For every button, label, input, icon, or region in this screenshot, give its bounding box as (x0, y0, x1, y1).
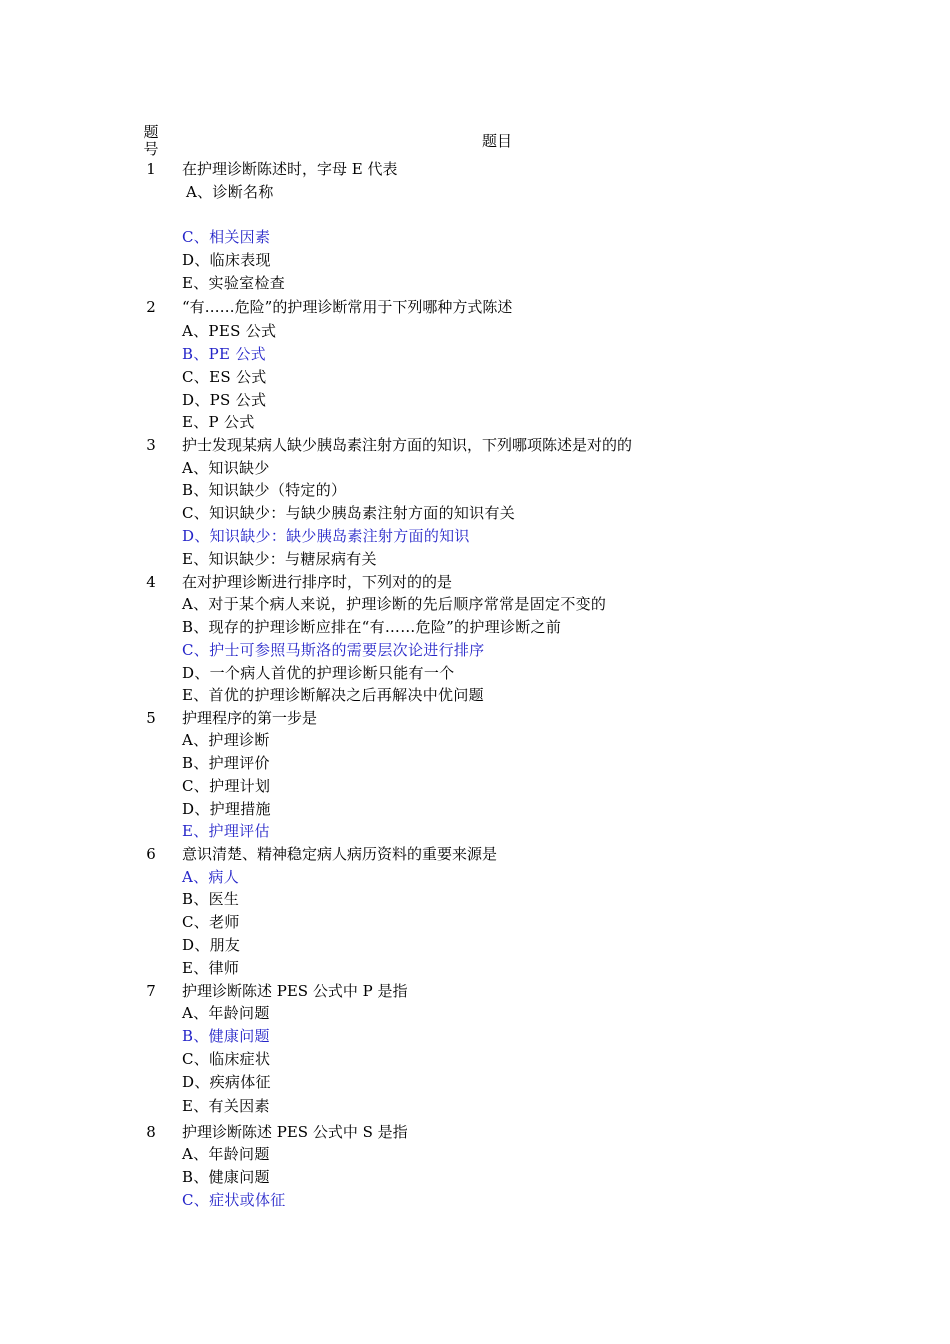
answer-option: C、临床症状 (182, 1050, 271, 1068)
question-number: 3 (146, 436, 156, 454)
question-row (0, 296, 950, 318)
question-text: 护理程序的第一步是 (182, 709, 318, 727)
option-row (0, 1002, 950, 1024)
option-row (0, 1143, 950, 1165)
question-text: 护理诊断陈述 PES 公式中 S 是指 (182, 1123, 408, 1141)
option-row (0, 320, 950, 342)
option-row (0, 934, 950, 956)
answer-option: D、一个病人首优的护理诊断只能有一个 (182, 664, 455, 682)
option-row (0, 684, 950, 706)
answer-option: B、知识缺少（特定的） (182, 481, 347, 499)
answer-option: B、医生 (182, 890, 240, 908)
option-row (0, 775, 950, 797)
answer-option: B、健康问题 (182, 1168, 270, 1186)
answer-option: A、对于某个病人来说，护理诊断的先后顺序常常是固定不变的 (182, 595, 607, 613)
option-row (0, 866, 950, 888)
answer-option: B、现存的护理诊断应排在“有……危险”的护理诊断之前 (182, 618, 562, 636)
option-row (0, 181, 950, 203)
question-number: 8 (146, 1123, 156, 1141)
option-row (0, 798, 950, 820)
answer-option: D、朋友 (182, 936, 241, 954)
correct-answer-option: B、健康问题 (182, 1027, 270, 1045)
question-text: 在护理诊断陈述时，字母 E 代表 (182, 160, 398, 178)
option-row (0, 639, 950, 661)
question-text: 意识清楚、精神稳定病人病历资料的重要来源是 (182, 845, 498, 863)
answer-option: C、护理计划 (182, 777, 271, 795)
answer-option: E、知识缺少：与糖尿病有关 (182, 550, 377, 568)
answer-option: D、临床表现 (182, 251, 271, 269)
answer-option: C、知识缺少：与缺少胰岛素注射方面的知识有关 (182, 504, 516, 522)
option-row (0, 525, 950, 547)
correct-answer-option: C、护士可参照马斯洛的需要层次论进行排序 (182, 641, 485, 659)
option-row (0, 662, 950, 684)
question-row (0, 434, 950, 456)
question-text: “有……危险”的护理诊断常用于下列哪种方式陈述 (182, 298, 513, 316)
answer-option: A、年龄问题 (182, 1145, 270, 1163)
question-number: 2 (146, 298, 156, 316)
question-row (0, 571, 950, 593)
option-row (0, 1189, 950, 1211)
question-number: 7 (146, 982, 156, 1000)
question-number: 5 (146, 709, 156, 727)
answer-option: C、ES 公式 (182, 368, 267, 386)
option-row (0, 957, 950, 979)
answer-option: A、护理诊断 (182, 731, 270, 749)
answer-option: E、P 公式 (182, 413, 255, 431)
option-row (0, 888, 950, 910)
option-row (0, 366, 950, 388)
question-number: 4 (146, 573, 156, 591)
answer-option: A、年龄问题 (182, 1004, 270, 1022)
correct-answer-option: D、知识缺少：缺少胰岛素注射方面的知识 (182, 527, 470, 545)
question-number: 6 (146, 845, 156, 863)
question-row (0, 1121, 950, 1143)
correct-answer-option: A、病人 (182, 868, 240, 886)
answer-option: E、律师 (182, 959, 240, 977)
option-row (0, 1025, 950, 1047)
option-row (0, 479, 950, 501)
option-row (0, 911, 950, 933)
correct-answer-option: B、PE 公式 (182, 345, 266, 363)
answer-option: E、首优的护理诊断解决之后再解决中优问题 (182, 686, 484, 704)
option-row (0, 548, 950, 570)
question-text: 护理诊断陈述 PES 公式中 P 是指 (182, 982, 408, 1000)
option-row (0, 226, 950, 248)
header-number-label: 题号 (143, 123, 159, 158)
option-row (0, 1166, 950, 1188)
option-row (0, 272, 950, 294)
option-row (0, 249, 950, 271)
option-row (0, 389, 950, 411)
question-row (0, 980, 950, 1002)
option-row (0, 593, 950, 615)
option-row (0, 1048, 950, 1070)
option-row (0, 752, 950, 774)
answer-option: E、有关因素 (182, 1097, 270, 1115)
answer-option: C、老师 (182, 913, 240, 931)
correct-answer-option: E、护理评估 (182, 822, 270, 840)
option-row (0, 343, 950, 365)
option-row (0, 1095, 950, 1117)
correct-answer-option: C、相关因素 (182, 228, 271, 246)
option-row (0, 1071, 950, 1093)
answer-option: D、护理措施 (182, 800, 271, 818)
option-row (0, 411, 950, 433)
question-row (0, 707, 950, 729)
question-text: 在对护理诊断进行排序时，下列对的的是 (182, 573, 453, 591)
header-title-label: 题目 (481, 132, 512, 150)
question-row (0, 158, 950, 180)
answer-option: D、疾病体征 (182, 1073, 271, 1091)
answer-option: A、诊断名称 (186, 183, 274, 201)
answer-option: A、PES 公式 (182, 322, 277, 340)
answer-option: B、护理评价 (182, 754, 270, 772)
answer-option: A、知识缺少 (182, 459, 270, 477)
option-row (0, 502, 950, 524)
question-row (0, 843, 950, 865)
question-number: 1 (146, 160, 156, 178)
answer-option: D、PS 公式 (182, 391, 267, 409)
option-row (0, 729, 950, 751)
correct-answer-option: C、症状或体征 (182, 1191, 286, 1209)
question-text: 护士发现某病人缺少胰岛素注射方面的知识，下列哪项陈述是对的的 (182, 436, 633, 454)
answer-option: E、实验室检查 (182, 274, 286, 292)
option-row (0, 820, 950, 842)
option-row (0, 616, 950, 638)
option-row (0, 457, 950, 479)
